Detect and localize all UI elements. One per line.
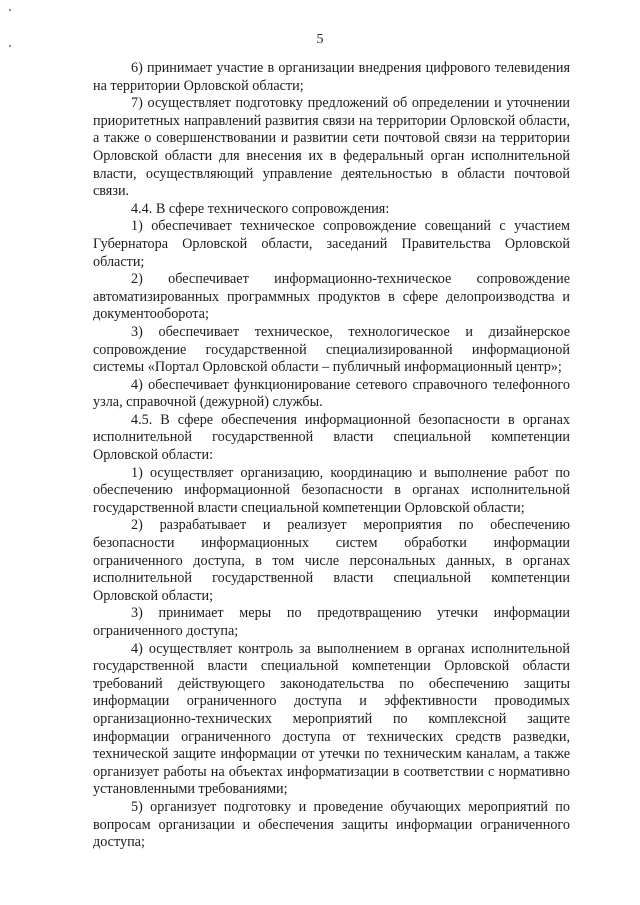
section-heading: 4.4. В сфере технического сопровождения: xyxy=(131,200,390,217)
paragraph: 2) разрабатывает и реализует мероприятия по обеспечению безопасности информационных систем обработки информации ограниченного доступа, в том числе персональных данных, в органах исполнительной государственной власти специальной компетенции Орловской области; xyxy=(93,517,570,604)
paragraph: 1) обеспечивает техническое сопровождение совещаний с участием Губернатора Орловской области, заседаний Правительства Орловской области; xyxy=(93,218,570,270)
paragraph: 3) принимает меры по предотвращению утечки информации ограниченного доступа; xyxy=(93,605,570,639)
paragraph: 6) принимает участие в организации внедрения цифрового телевидения на территории Орловской области; xyxy=(93,60,570,94)
page-number: 5 xyxy=(316,32,324,47)
paragraph: 4) обеспечивает функционирование сетевого справочного телефонного узла, справочной (дежурной) службы. xyxy=(93,376,570,411)
paragraph: 5) организует подготовку и проведение обучающих мероприятий по вопросам организации и обеспечения защиты информации ограниченного доступа; xyxy=(93,798,570,851)
paragraph: 2) обеспечивает информационно-техническое сопровождение автоматизированных программных продуктов в сфере делопроизводства и документооборота; xyxy=(93,271,570,323)
paragraph: 7) осуществляет подготовку предложений об определении и уточнении приоритетных направлений развития связи на территории Орловской области, а также о совершенствовании и развитии сети почтовой связи на территории Орловской области для внесения их в федеральный орган исполнительной власти, осуществляющий управление деятельностью в области почтовой связи. xyxy=(93,95,570,200)
scan-speck xyxy=(9,9,11,11)
paragraph: 1) осуществляет организацию, координацию и выполнение работ по обеспечению информационной безопасности в органах исполнительной государственной власти специальной компетенции Орловской области; xyxy=(93,464,570,516)
section-heading: 4.5. В сфере обеспечения информационной безопасности в органах исполнительной государственной власти специальной компетенции Орловской области: xyxy=(93,411,570,464)
paragraph: 3) обеспечивает техническое, технологическое и дизайнерское сопровождение государственной специализированной информационой системы «Портал Орловской области – публичный информационный центр»; xyxy=(93,323,570,376)
paragraph: 4) осуществляет контроль за выполнением в органах исполнительной государственной власти специальной компетенции Орловской области требований действующего законодательства по обеспечению защиты информации ограниченного доступа и эффективности проводимых организационно-технических мероприятий по комплексной защите информации ограниченного доступа от технических средств разведки, технической защите информации от утечки по техническим каналам, а также организует работы на объектах информатизации в соответствии с нормативно установленными требованиями; xyxy=(93,640,570,798)
document-body xyxy=(93,60,570,851)
